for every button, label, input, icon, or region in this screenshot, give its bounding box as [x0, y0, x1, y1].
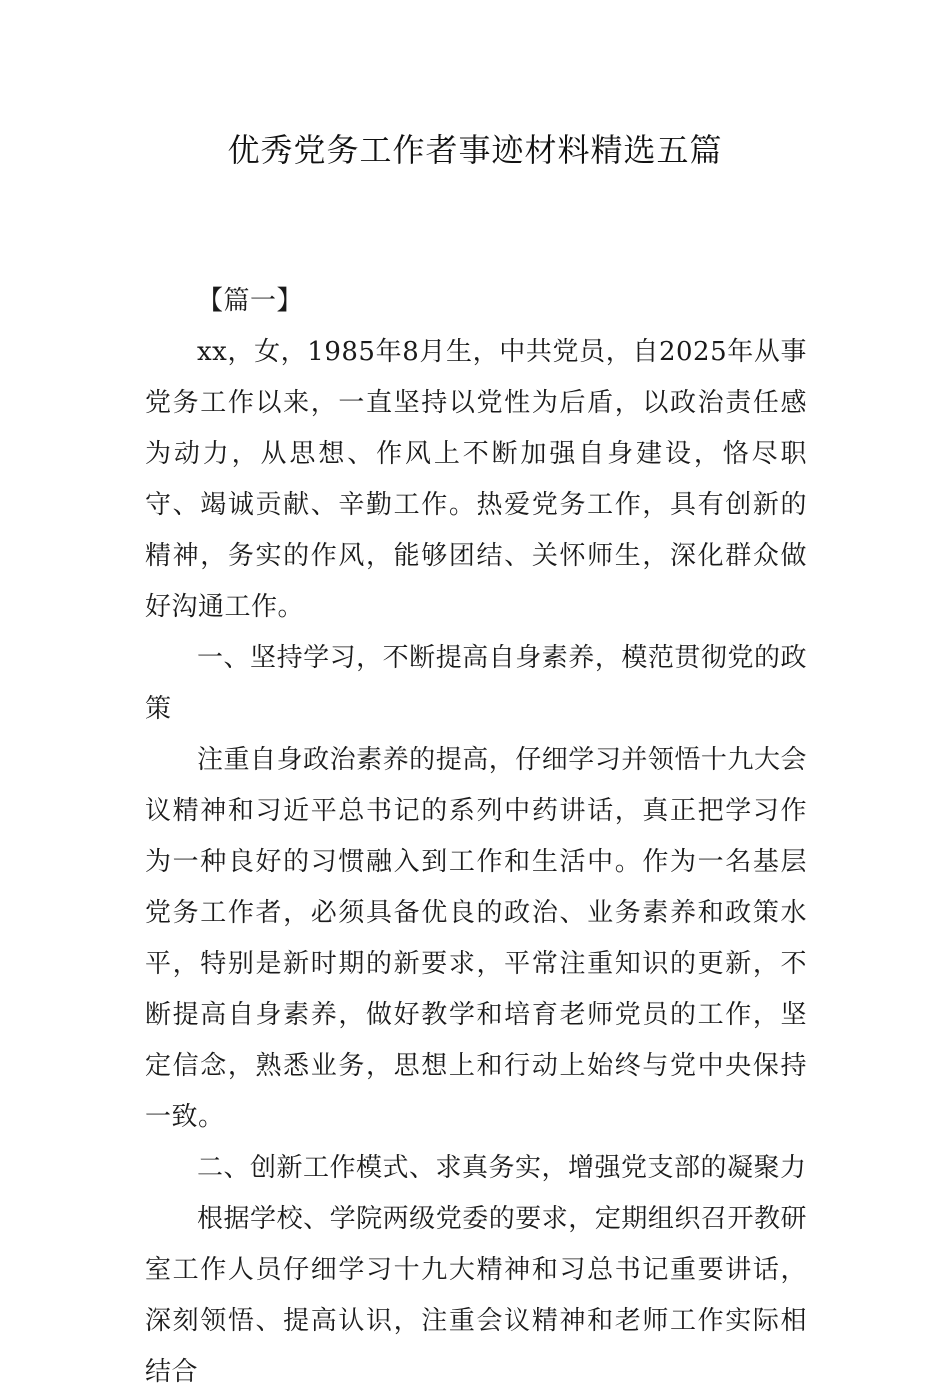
subheading: 一、坚持学习，不断提高自身素养，模范贯彻党的政策 [145, 643, 807, 724]
document-body [145, 276, 807, 1398]
paragraph: 注重自身政治素养的提高，仔细学习并领悟十九大会议精神和习近平总书记的系列中药讲话，真正把学习作为一种良好的习惯融入到工作和生活中。作为一名基层党务工作者，必须具备优良的政治、业务素养和政策水平，特别是新时期的新要求，平常注重知识的更新，不断提高自身素养，做好教学和培育老师党员的工作，坚定信念，熟悉业务，思想上和行动上始终与党中央保持一致。 [145, 745, 807, 1132]
paragraph: 根据学校、学院两级党委的要求，定期组织召开教研室工作人员仔细学习十九大精神和习总书记重要讲话，深刻领悟、提高认识，注重会议精神和老师工作实际相结合 [145, 1204, 807, 1387]
document-title: 优秀党务工作者事迹材料精选五篇 [227, 131, 723, 169]
paragraph: xx，女，1985年8月生，中共党员，自2025年从事党务工作以来，一直坚持以党性为后盾，以政治责任感为动力，从思想、作风上不断加强自身建设，恪尽职守、竭诚贡献、辛勤工作。热爱党务工作，具有创新的精神，务实的作风，能够团结、关怀师生，深化群众做好沟通工作。 [145, 337, 807, 622]
subheading: 二、创新工作模式、求真务实，增强党支部的凝聚力 [197, 1153, 807, 1183]
section-heading: 【篇一】 [197, 286, 304, 316]
